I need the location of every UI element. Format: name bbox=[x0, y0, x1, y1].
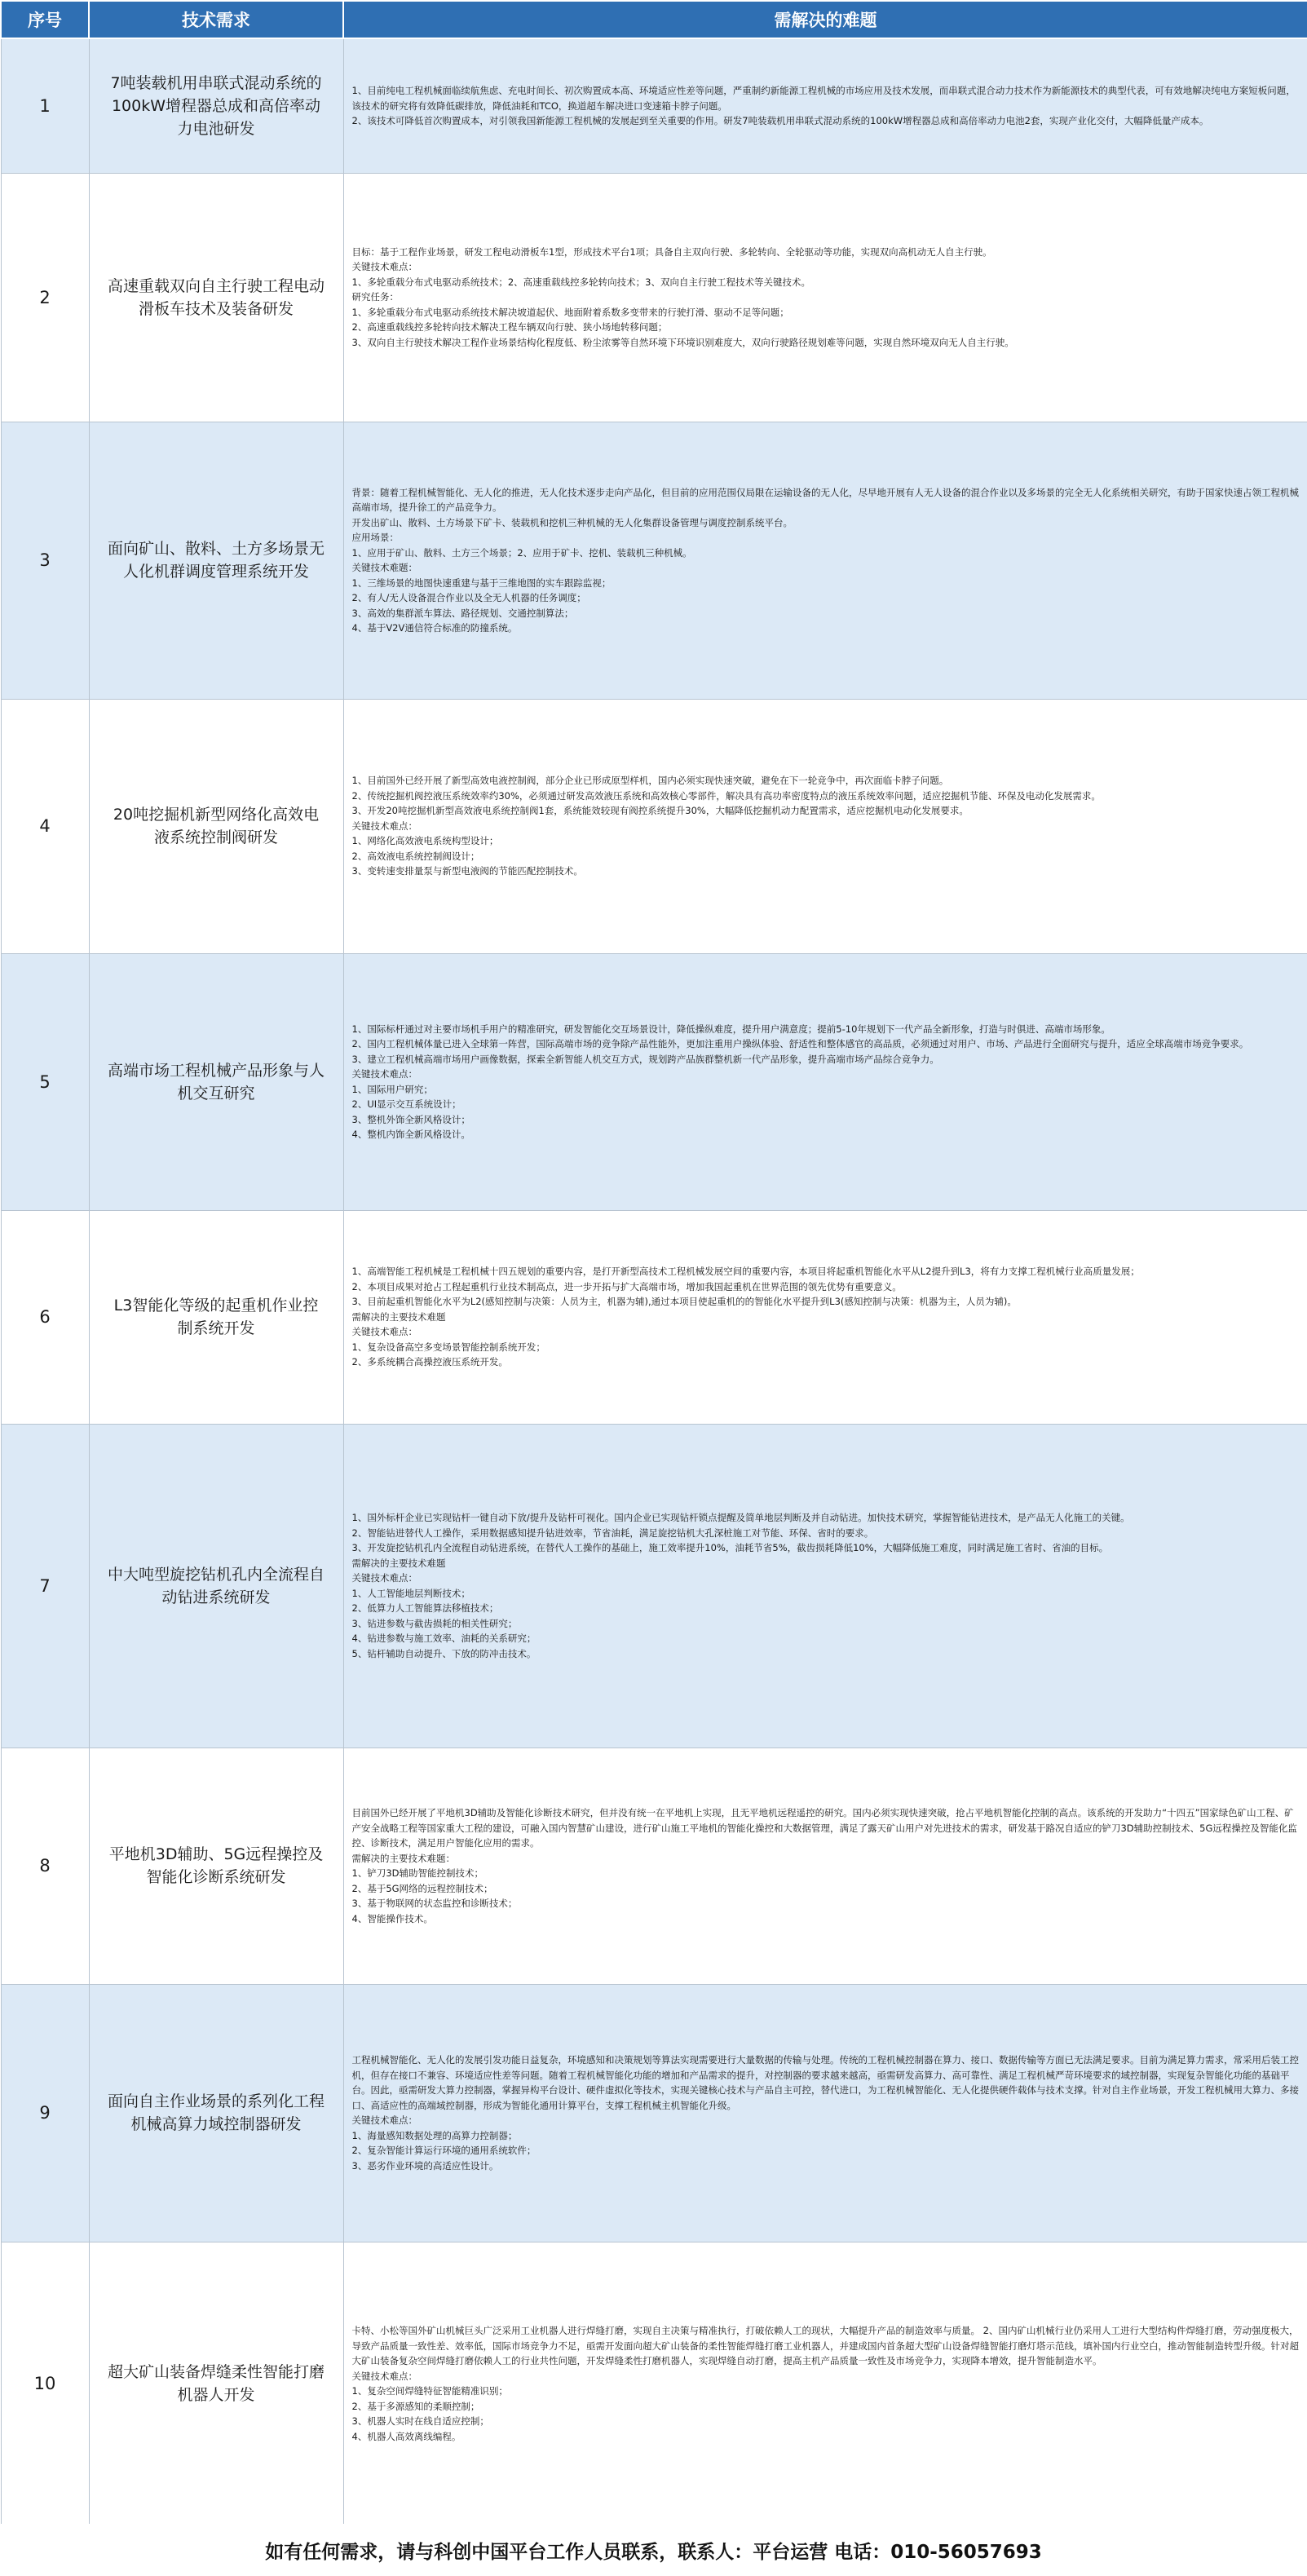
difficulty-line: 2、基于5G网络的远程控制技术； bbox=[351, 1882, 493, 1894]
difficulty-cell bbox=[343, 1984, 1307, 2242]
difficulty-line: 关键技术难点： bbox=[351, 2370, 417, 2382]
difficulty-line: 2、本项目成果对抢占工程起重机行业技术制高点，进一步开拓与扩大高端市场，增加我国起重机在世界范围的领先优势有重要意义。 bbox=[351, 1280, 902, 1292]
difficulty-line: 2、UI显示交互系统设计； bbox=[351, 1098, 461, 1110]
difficulty-cell bbox=[343, 699, 1307, 953]
difficulty-line: 关键技术难点： bbox=[351, 820, 417, 832]
row-index: 9 bbox=[1, 1984, 89, 2242]
difficulty-line: 5、钻杆辅助自动提升、下放的防冲击技术。 bbox=[351, 1647, 536, 1659]
difficulty-cell bbox=[343, 422, 1307, 699]
difficulty-line: 目标：基于工程作业场景，研发工程电动滑板车1型，形成技术平台1项；具备自主双向行驶、多轮转向、全轮驱动等功能，实现双向高机动无人自主行驶。 bbox=[351, 245, 992, 258]
difficulty-line: 3、钻进参数与截齿损耗的相关性研究； bbox=[351, 1617, 518, 1629]
difficulty-cell bbox=[343, 1210, 1307, 1424]
row-index: 4 bbox=[1, 699, 89, 953]
difficulty-line: 1、目前纯电工程机械面临续航焦虑、充电时间长、初次购置成本高、环境适应性差等问题，严重制约新能源工程机械的市场应用及技术发展，而串联式混合动力技术作为新能源技术的典型代表，可有效地解决纯电方案短板问题，该技术的研究将有效降低碳排放，降低油耗和TCO，换道超车解决进口变速箱卡脖子问题。 bbox=[351, 85, 1296, 112]
difficulty-line: 3、目前起重机智能化水平为L2(感知控制与决策：人员为主，机器为辅),通过本项目使起重机的的智能化水平提升到L3(感知控制与决策：机器为主，人员为辅)。 bbox=[351, 1296, 1017, 1308]
difficulty-line: 1、高端智能工程机械是工程机械十四五规划的重要内容，是打开新型高技术工程机械发展空间的重要内容，本项目将起重机智能化水平从L2提升到L3，将有力支撑工程机械行业高质量发展； bbox=[351, 1266, 1140, 1278]
difficulty-line: 关键技术难点： bbox=[351, 1572, 417, 1584]
header-difficulty: 需解决的难题 bbox=[343, 1, 1307, 38]
row-index: 7 bbox=[1, 1424, 89, 1748]
difficulty-line: 3、高效的集群派车算法、路径规划、交通控制算法； bbox=[351, 607, 574, 619]
row-index: 10 bbox=[1, 2242, 89, 2525]
difficulty-line: 3、整机外饰全新风格设计； bbox=[351, 1113, 470, 1125]
difficulty-line: 1、海量感知数据处理的高算力控制器； bbox=[351, 2129, 518, 2141]
row-index: 2 bbox=[1, 173, 89, 422]
difficulty-line: 1、国外标杆企业已实现钻杆一键自动下放/提升及钻杆可视化。国内企业已实现钻杆锁点提醒及简单地层判断及并自动钻进。加快技术研究，掌握智能钻进技术，是产品无人化施工的关键。 bbox=[351, 1512, 1130, 1523]
row-index: 3 bbox=[1, 422, 89, 699]
difficulty-line: 2、高效液电系统控制阀设计； bbox=[351, 850, 480, 862]
difficulty-line: 1、复杂设备高空多变场景智能控制系统开发； bbox=[351, 1341, 545, 1353]
table-body bbox=[1, 38, 1307, 2525]
difficulty-cell bbox=[343, 1748, 1307, 1984]
tech-requirement: 中大吨型旋挖钻机孔内全流程自动钻进系统研发 bbox=[89, 1424, 343, 1748]
row-index: 1 bbox=[1, 38, 89, 173]
difficulty-line: 1、网络化高效液电系统构型设计； bbox=[351, 835, 499, 847]
difficulty-line: 1、国际用户研究； bbox=[351, 1083, 433, 1095]
tech-requirement: 高端市场工程机械产品形象与人机交互研究 bbox=[89, 953, 343, 1210]
tech-requirement: L3智能化等级的起重机作业控制系统开发 bbox=[89, 1210, 343, 1424]
difficulty-line: 3、变转速变排量泵与新型电液阀的节能匹配控制技术。 bbox=[351, 865, 583, 877]
tech-requirement: 超大矿山装备焊缝柔性智能打磨机器人开发 bbox=[89, 2242, 343, 2525]
table-row bbox=[1, 1984, 1307, 2242]
tech-requirement: 20吨挖掘机新型网络化高效电液系统控制阀研发 bbox=[89, 699, 343, 953]
difficulty-line: 2、国内工程机械体量已进入全球第一阵营，国际高端市场的竞争除产品性能外，更加注重用户操纵体验、舒适性和整体感官的高品质，必须通过对用户、市场、产品进行全面研究与提升，适应全球高端市场竞争要求。 bbox=[351, 1038, 1249, 1049]
tech-requirement: 面向自主作业场景的系列化工程机械高算力域控制器研发 bbox=[89, 1984, 343, 2242]
table-row bbox=[1, 1210, 1307, 1424]
difficulty-line: 1、人工智能地层判断技术； bbox=[351, 1587, 470, 1599]
difficulty-line: 2、低算力人工智能算法移植技术； bbox=[351, 1602, 499, 1614]
difficulty-line: 4、机器人高效离线编程。 bbox=[351, 2430, 461, 2442]
tech-requirement: 面向矿山、散料、土方多场景无人化机群调度管理系统开发 bbox=[89, 422, 343, 699]
difficulty-line: 4、钻进参数与施工效率、油耗的关系研究； bbox=[351, 1633, 536, 1644]
difficulty-cell bbox=[343, 38, 1307, 173]
difficulty-line: 3、开发旋挖钻机孔内全流程自动钻进系统，在替代人工操作的基础上，施工效率提升10%，油耗节省5%，截齿损耗降低10%，大幅降低施工难度，同时满足施工省时、省油的目标。 bbox=[351, 1542, 1109, 1553]
difficulty-line: 4、智能操作技术。 bbox=[351, 1912, 433, 1924]
difficulty-line: 研究任务： bbox=[351, 291, 399, 303]
difficulty-line: 2、基于多源感知的柔顺控制； bbox=[351, 2400, 480, 2412]
difficulty-line: 卡特、小松等国外矿山机械巨头广泛采用工业机器人进行焊缝打磨，实现自主决策与精准执行，打破依赖人工的现状，大幅提升产品的制造效率与质量。 2、国内矿山机械行业仍采用人工进行大型结构件焊缝打磨，劳动强度极大，导致产品质量一致性差、效率低，国际市场竞争力不足，亟需开发面向超大矿山装备的柔性智能焊缝打磨工业机器人，并建成国内首条超大型矿山设备焊缝智能打磨灯塔示范线，填补国内行业空白，推动智能制造转型升级。针对超大矿山装备复杂空间焊缝打磨依赖人工的行业共性问题，开发焊缝柔性打磨机器人，实现焊缝自动打磨，提高主机产品质量一致性及市场竞争力，实现降本增效，提升智能制造水平。 bbox=[351, 2325, 1299, 2366]
table-row bbox=[1, 1748, 1307, 1984]
difficulty-line: 目前国外已经开展了平地机3D辅助及智能化诊断技术研究，但并没有统一在平地机上实现，且无平地机远程遥控的研究。国内必须实现快速突破，抢占平地机智能化控制的高点。该系统的开发助力“十四五”国家绿色矿山工程、矿产安全战略工程等国家重大工程的建设，可融入国内智慧矿山建设，进行矿山施工平地机的智能化操控和大数据管理，满足了露天矿山用户对先进技术的需求，研发基于路况自适应的铲刀3D辅助控制技术、5G远程操控及智能化监控、诊断技术，满足用户智能化应用的需求。 bbox=[351, 1807, 1297, 1849]
difficulty-line: 1、铲刀3D辅助智能控制技术； bbox=[351, 1867, 484, 1879]
difficulty-line: 1、国际标杆通过对主要市场机手用户的精准研究，研发智能化交互场景设计，降低操纵难度，提升用户满意度；提前5-10年规划下一代产品全新形象，打造与时俱进、高端市场形象。 bbox=[351, 1023, 1111, 1035]
difficulty-line: 1、目前国外已经开展了新型高效电液控制阀，部分企业已形成原型样机，国内必须实现快速突破，避免在下一轮竞争中，再次面临卡脖子问题。 bbox=[351, 775, 949, 787]
difficulty-line: 3、开发20吨挖掘机新型高效液电系统控制阀1套，系统能效较现有阀控系统提升30%，大幅降低挖掘机动力配置需求，适应挖掘机电动化发展要求。 bbox=[351, 805, 969, 817]
difficulty-line: 1、复杂空间焊缝特征智能精准识别； bbox=[351, 2385, 508, 2397]
table-row bbox=[1, 1424, 1307, 1748]
difficulty-line: 2、高速重载线控多轮转向技术解决工程车辆双向行驶、狭小场地转移问题； bbox=[351, 321, 668, 334]
difficulty-line: 需解决的主要技术难题： bbox=[351, 1852, 455, 1864]
header-index: 序号 bbox=[1, 1, 89, 38]
difficulty-cell bbox=[343, 173, 1307, 422]
table-header-row bbox=[1, 1, 1307, 38]
difficulty-line: 背景：随着工程机械智能化、无人化的推进，无人化技术逐步走向产品化，但目前的应用范围仅局限在运输设备的无人化，尽早地开展有人无人设备的混合作业以及多场景的完全无人化系统相关研究，有助于国家快速占领工程机械高端市场，提升徐工的产品竞争力。 bbox=[351, 486, 1299, 513]
difficulty-line: 3、双向自主行驶技术解决工程作业场景结构化程度低、粉尘浓雾等自然环境下环境识别难度大，双向行驶路径规划难等问题，实现自然环境双向无人自主行驶。 bbox=[351, 336, 1014, 348]
difficulty-line: 3、建立工程机械高端市场用户画像数据，探索全新智能人机交互方式，规划跨产品族群整机新一代产品形象，提升高端市场产品综合竞争力。 bbox=[351, 1053, 939, 1065]
table-row bbox=[1, 173, 1307, 422]
difficulty-line: 2、复杂智能计算运行环境的通用系统软件； bbox=[351, 2145, 536, 2156]
difficulty-line: 工程机械智能化、无人化的发展引发功能日益复杂，环境感知和决策规划等算法实现需要进行大量数据的传输与处理。传统的工程机械控制器在算力、接口、数据传输等方面已无法满足要求。目前为满足算力需求，常采用后装工控机，但存在接口不兼容、环境适应性差等问题。随着工程机械智能化功能的增加和产品需求的提升，对控制器的要求越来越高，亟需研发高算力、高可靠性、满足工程机械严苛环境要求的域控制器，实现复杂智能化功能的基础平台。因此，亟需研发大算力控制器，掌握异构平台设计、硬件虚拟化等技术，实现关键核心技术与产品自主可控，替代进口，为工程机械智能化、无人化提供硬件载体与技术支撑。针对自主作业场景，开发工程机械用大算力、多接口、高适应性的高端域控制器，形成为智能化通用计算平台，支撑工程机械主机智能化升级。 bbox=[351, 2054, 1299, 2111]
difficulty-line: 关键技术难题： bbox=[351, 562, 417, 573]
difficulty-line: 需解决的主要技术难题 bbox=[351, 1557, 446, 1569]
difficulty-line: 1、多轮重载分布式电驱动系统技术；2、高速重载线控多轮转向技术；3、双向自主行驶工程技术等关键技术。 bbox=[351, 276, 810, 288]
difficulty-line: 3、基于物联网的状态监控和诊断技术； bbox=[351, 1898, 518, 1909]
tech-requirement: 高速重载双向自主行驶工程电动滑板车技术及装备研发 bbox=[89, 173, 343, 422]
difficulty-line: 关键技术难点： bbox=[351, 1068, 417, 1080]
tech-requirement: 7吨装载机用串联式混动系统的100kW增程器总成和高倍率动力电池研发 bbox=[89, 38, 343, 173]
difficulty-line: 2、智能钻进替代人工操作，采用数据感知提升钻进效率，节省油耗，满足旋挖钻机大孔深桩施工对节能、环保、省时的要求。 bbox=[351, 1527, 874, 1539]
difficulty-line: 应用场景： bbox=[351, 532, 399, 543]
difficulty-line: 3、恶劣作业环境的高适应性设计。 bbox=[351, 2159, 499, 2172]
difficulty-line: 2、有人/无人设备混合作业以及全无人机器的任务调度； bbox=[351, 592, 586, 603]
difficulty-cell bbox=[343, 953, 1307, 1210]
difficulty-line: 4、基于V2V通信符合标准的防撞系统。 bbox=[351, 622, 518, 634]
difficulty-line: 1、多轮重载分布式电驱动系统技术解决坡道起伏、地面附着系数多变带来的行驶打滑、驱动不足等问题； bbox=[351, 306, 789, 318]
difficulty-line: 4、整机内饰全新风格设计。 bbox=[351, 1129, 470, 1140]
difficulty-line: 2、该技术可降低首次购置成本，对引领我国新能源工程机械的发展起到至关重要的作用。研发7吨装载机用串联式混动系统的100kW增程器总成和高倍率动力电池2套，实现产业化交付，大幅降低量产成本。 bbox=[351, 115, 1209, 126]
difficulty-line: 3、机器人实时在线自适应控制； bbox=[351, 2415, 489, 2427]
difficulty-line: 2、传统挖掘机阀控液压系统效率约30%，必须通过研发高效液压系统和高效核心零部件，解决具有高功率密度特点的液压系统效率问题，适应挖掘机节能、环保及电动化发展需求。 bbox=[351, 789, 1101, 802]
table-row bbox=[1, 699, 1307, 953]
tech-requirement: 平地机3D辅助、5G远程操控及智能化诊断系统研发 bbox=[89, 1748, 343, 1984]
table-row bbox=[1, 422, 1307, 699]
table-row bbox=[1, 2242, 1307, 2525]
contact-footer: 如有任何需求，请与科创中国平台工作人员联系，联系人：平台运营 电话：010-56057693 bbox=[0, 2524, 1307, 2576]
difficulty-line: 1、应用于矿山、散料、土方三个场景；2、应用于矿卡、挖机、装载机三种机械。 bbox=[351, 546, 692, 559]
difficulty-line: 关键技术难点： bbox=[351, 1326, 417, 1338]
difficulty-line: 关键技术难点： bbox=[351, 261, 417, 273]
table-row bbox=[1, 38, 1307, 173]
row-index: 8 bbox=[1, 1748, 89, 1984]
difficulty-cell bbox=[343, 2242, 1307, 2525]
header-tech: 技术需求 bbox=[89, 1, 343, 38]
difficulty-line: 关键技术难点： bbox=[351, 2114, 417, 2126]
difficulty-line: 1、三维场景的地图快速重建与基于三维地图的实车跟踪监视； bbox=[351, 577, 612, 589]
difficulty-line: 开发出矿山、散料、土方场景下矿卡、装载机和挖机三种机械的无人化集群设备管理与调度控制系统平台。 bbox=[351, 516, 793, 528]
row-index: 6 bbox=[1, 1210, 89, 1424]
difficulty-line: 2、多系统耦合高操控液压系统开发。 bbox=[351, 1356, 508, 1368]
table-row bbox=[1, 953, 1307, 1210]
difficulty-line: 需解决的主要技术难题 bbox=[351, 1310, 446, 1323]
row-index: 5 bbox=[1, 953, 89, 1210]
difficulty-cell bbox=[343, 1424, 1307, 1748]
